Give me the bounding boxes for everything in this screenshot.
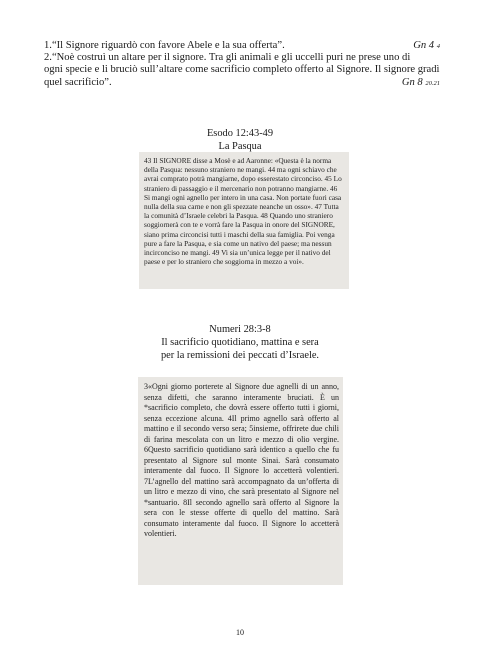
- numbers-text: 3«Ogni giorno porterete al Signore due agnelli di un anno, senza difetti, che saranno interamente bruciati. È un *sacrificio completo, che dovrà essere offerto tutti i giorni, senza eccezione alcuna. 4Il primo agnello sarà offerto al mattino e il secondo verso sera; 5insieme, offrirete due chili di farina mescolata con un litro e mezzo di olio vergine. 6Questo sacrificio quotidiano sarà identico a quello che fu presentato al Signore sul monte Sinai. Sarà consumato interamente dal fuoco. Il Signore lo accetterà volentieri. 7L’agnello del mattino sarà accompagnato da un’offerta di un litro e mezzo di vino, che sarà presentato al Signore nel *santuario. 8Il secondo agnello sarà offerto al Signore la sera con le stesse offerte di quello del mattino. Sarà consumato interamente dal fuoco. Il Signore lo accetterà volentieri.: [144, 382, 339, 538]
- verse-genesis-4: [44, 40, 440, 52]
- verse-reference: Gn 4 4: [413, 40, 440, 51]
- exodus-scan: [139, 152, 349, 289]
- numbers-subtitle-1: Il sacrificio quotidiano, mattina e sera: [161, 337, 319, 348]
- verse-text: 1.“Il Signore riguardò con favore Abele e la sua offerta”.: [44, 40, 285, 51]
- numbers-scan: [138, 377, 343, 585]
- intro-verses: [44, 40, 440, 90]
- numbers-heading: [120, 323, 360, 362]
- verse-genesis-8: [44, 52, 440, 89]
- exodus-reference: Esodo 12:43-49: [206, 128, 274, 139]
- exodus-title: La Pasqua: [218, 141, 262, 152]
- exodus-text: 43 Il SIGNORE disse a Mosè e ad Aaronne: «Questa è la norma della Pasqua: nessuno straniero ne mangi. 44 ma ogni schiavo che avrai comprato potrà mangiarne, dopo esserestato circonciso. 45 Lo straniero di passaggio e il mercenario non potranno mangiarne. 46 Si mangi ogni agnello per intero in una casa. Non portate fuori casa nulla della sua carne e non gli spezzate neanche un osso». 47 Tutta la comunità d’Israele celebri la Pasqua. 48 Quando uno straniero soggiornerà con te e vorrà fare la Pasqua in onore del SIGNORE, siano prima circoncisi tutti i maschi della sua famiglia. Poi venga pure a fare la Pasqua, e sia come un nativo del paese; ma nessun incirconciso ne mangi. 49 Vi sia un’unica legge per il nativo del paese e per lo straniero che soggiorna in mezzo a voi».: [144, 156, 342, 267]
- exodus-heading: [180, 127, 300, 153]
- verse-text: 2.“Noè costruì un altare per il signore. Tra gli animali e gli uccelli puri ne prese uno di ogni specie e li bruciò sull’altare come sacrificio completo offerto al Signore. Il signore gradì quel sacrificio”.: [44, 52, 440, 88]
- page-number: 10: [236, 628, 244, 637]
- verse-reference: Gn 8 20.21: [401, 76, 440, 88]
- numbers-subtitle-2: per la remissioni dei peccati d’Israele.: [160, 350, 320, 361]
- numbers-reference: Numeri 28:3-8: [209, 324, 271, 335]
